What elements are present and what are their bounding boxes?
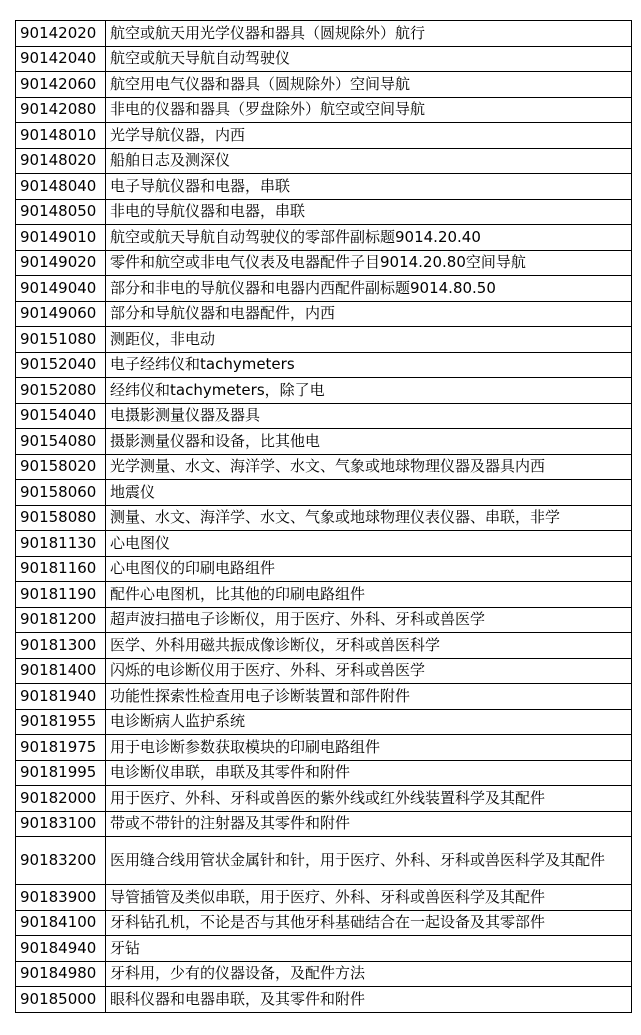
description-cell: 部分和导航仪器和电器配件，内西 bbox=[106, 301, 632, 327]
description-cell: 医用缝合线用管状金属针和针，用于医疗、外科、牙科或兽医科学及其配件 bbox=[106, 837, 632, 885]
code-cell: 90184980 bbox=[16, 961, 106, 987]
code-cell: 90181130 bbox=[16, 531, 106, 557]
table-row bbox=[16, 987, 632, 1013]
description-cell: 牙钻 bbox=[106, 936, 632, 962]
table-row bbox=[16, 556, 632, 582]
table-row bbox=[16, 910, 632, 936]
table-row bbox=[16, 658, 632, 684]
code-cell: 90181940 bbox=[16, 684, 106, 710]
code-cell: 90185000 bbox=[16, 987, 106, 1013]
code-cell: 90181400 bbox=[16, 658, 106, 684]
code-cell: 90181200 bbox=[16, 607, 106, 633]
description-cell: 航空或航天导航自动驾驶仪 bbox=[106, 46, 632, 72]
code-cell: 90142060 bbox=[16, 72, 106, 98]
code-cell: 90142040 bbox=[16, 46, 106, 72]
description-cell: 测量、水文、海洋学、水文、气象或地球物理仪表仪器、串联，非学 bbox=[106, 505, 632, 531]
code-cell: 90148050 bbox=[16, 199, 106, 225]
table-row bbox=[16, 607, 632, 633]
table-row bbox=[16, 72, 632, 98]
code-cell: 90142020 bbox=[16, 21, 106, 47]
description-cell: 航空或航天用光学仪器和器具（圆规除外）航行 bbox=[106, 21, 632, 47]
description-cell: 光学测量、水文、海洋学、水文、气象或地球物理仪器及器具内西 bbox=[106, 454, 632, 480]
description-cell: 船舶日志及测深仪 bbox=[106, 148, 632, 174]
description-cell: 用于电诊断参数获取模块的印刷电路组件 bbox=[106, 735, 632, 761]
code-cell: 90183900 bbox=[16, 885, 106, 911]
description-cell: 零件和航空或非电气仪表及电器配件子目9014.20.80空间导航 bbox=[106, 250, 632, 276]
description-cell: 地震仪 bbox=[106, 480, 632, 506]
code-cell: 90181955 bbox=[16, 709, 106, 735]
description-cell: 电摄影测量仪器及器具 bbox=[106, 403, 632, 429]
code-cell: 90151080 bbox=[16, 327, 106, 353]
code-cell: 90148020 bbox=[16, 148, 106, 174]
description-cell: 带或不带针的注射器及其零件和附件 bbox=[106, 811, 632, 837]
description-cell: 心电图仪 bbox=[106, 531, 632, 557]
code-cell: 90142080 bbox=[16, 97, 106, 123]
description-cell: 用于医疗、外科、牙科或兽医的紫外线或红外线装置科学及其配件 bbox=[106, 786, 632, 812]
table-row bbox=[16, 480, 632, 506]
description-cell: 航空用电气仪器和器具（圆规除外）空间导航 bbox=[106, 72, 632, 98]
table-row bbox=[16, 709, 632, 735]
code-cell: 90181190 bbox=[16, 582, 106, 608]
table-row bbox=[16, 837, 632, 885]
code-cell: 90149040 bbox=[16, 276, 106, 302]
table-row bbox=[16, 505, 632, 531]
code-cell: 90158060 bbox=[16, 480, 106, 506]
table-row bbox=[16, 199, 632, 225]
code-cell: 90149060 bbox=[16, 301, 106, 327]
hs-code-table bbox=[15, 20, 632, 1013]
table-row bbox=[16, 250, 632, 276]
description-cell: 超声波扫描电子诊断仪，用于医疗、外科、牙科或兽医学 bbox=[106, 607, 632, 633]
description-cell: 牙科用，少有的仪器设备，及配件方法 bbox=[106, 961, 632, 987]
code-cell: 90183100 bbox=[16, 811, 106, 837]
code-cell: 90181300 bbox=[16, 633, 106, 659]
table-row bbox=[16, 684, 632, 710]
table-row bbox=[16, 148, 632, 174]
description-cell: 导管插管及类似串联，用于医疗、外科、牙科或兽医科学及其配件 bbox=[106, 885, 632, 911]
description-cell: 牙科钻孔机，不论是否与其他牙科基础结合在一起设备及其零部件 bbox=[106, 910, 632, 936]
description-cell: 电诊断仪串联，串联及其零件和附件 bbox=[106, 760, 632, 786]
description-cell: 电子导航仪器和电器，串联 bbox=[106, 174, 632, 200]
table-row bbox=[16, 633, 632, 659]
table-row bbox=[16, 225, 632, 251]
code-cell: 90183200 bbox=[16, 837, 106, 885]
description-cell: 光学导航仪器，内西 bbox=[106, 123, 632, 149]
description-cell: 配件心电图机，比其他的印刷电路组件 bbox=[106, 582, 632, 608]
table-row bbox=[16, 786, 632, 812]
table-row bbox=[16, 936, 632, 962]
code-cell: 90148010 bbox=[16, 123, 106, 149]
description-cell: 航空或航天导航自动驾驶仪的零部件副标题9014.20.40 bbox=[106, 225, 632, 251]
description-cell: 电诊断病人监护系统 bbox=[106, 709, 632, 735]
description-cell: 电子经纬仪和tachymeters bbox=[106, 352, 632, 378]
code-cell: 90184100 bbox=[16, 910, 106, 936]
table-row bbox=[16, 531, 632, 557]
code-cell: 90152080 bbox=[16, 378, 106, 404]
table-row bbox=[16, 97, 632, 123]
description-cell: 部分和非电的导航仪器和电器内西配件副标题9014.80.50 bbox=[106, 276, 632, 302]
table-row bbox=[16, 760, 632, 786]
description-cell: 摄影测量仪器和设备，比其他电 bbox=[106, 429, 632, 455]
code-cell: 90181975 bbox=[16, 735, 106, 761]
description-cell: 医学、外科用磁共振成像诊断仪，牙科或兽医科学 bbox=[106, 633, 632, 659]
code-cell: 90149020 bbox=[16, 250, 106, 276]
code-cell: 90158080 bbox=[16, 505, 106, 531]
code-cell: 90154040 bbox=[16, 403, 106, 429]
table-row bbox=[16, 735, 632, 761]
table-row bbox=[16, 378, 632, 404]
code-cell: 90154080 bbox=[16, 429, 106, 455]
table-body bbox=[16, 21, 632, 1013]
table-row bbox=[16, 327, 632, 353]
description-cell: 经纬仪和tachymeters，除了电 bbox=[106, 378, 632, 404]
description-cell: 功能性探索性检查用电子诊断装置和部件附件 bbox=[106, 684, 632, 710]
table-row bbox=[16, 301, 632, 327]
table-row bbox=[16, 811, 632, 837]
description-cell: 眼科仪器和电器串联，及其零件和附件 bbox=[106, 987, 632, 1013]
description-cell: 闪烁的电诊断仪用于医疗、外科、牙科或兽医学 bbox=[106, 658, 632, 684]
table-row bbox=[16, 21, 632, 47]
description-cell: 非电的导航仪器和电器，串联 bbox=[106, 199, 632, 225]
code-cell: 90182000 bbox=[16, 786, 106, 812]
code-cell: 90181160 bbox=[16, 556, 106, 582]
table-row bbox=[16, 352, 632, 378]
table-row bbox=[16, 123, 632, 149]
description-cell: 非电的仪器和器具（罗盘除外）航空或空间导航 bbox=[106, 97, 632, 123]
table-row bbox=[16, 582, 632, 608]
table-row bbox=[16, 276, 632, 302]
description-cell: 测距仪，非电动 bbox=[106, 327, 632, 353]
table-row bbox=[16, 403, 632, 429]
description-cell: 心电图仪的印刷电路组件 bbox=[106, 556, 632, 582]
code-cell: 90148040 bbox=[16, 174, 106, 200]
code-cell: 90184940 bbox=[16, 936, 106, 962]
code-cell: 90149010 bbox=[16, 225, 106, 251]
table-row bbox=[16, 174, 632, 200]
table-row bbox=[16, 46, 632, 72]
table-row bbox=[16, 885, 632, 911]
code-cell: 90181995 bbox=[16, 760, 106, 786]
table-row bbox=[16, 429, 632, 455]
code-cell: 90152040 bbox=[16, 352, 106, 378]
table-row bbox=[16, 961, 632, 987]
table-row bbox=[16, 454, 632, 480]
code-cell: 90158020 bbox=[16, 454, 106, 480]
hs-code-table-wrapper bbox=[15, 20, 632, 1013]
